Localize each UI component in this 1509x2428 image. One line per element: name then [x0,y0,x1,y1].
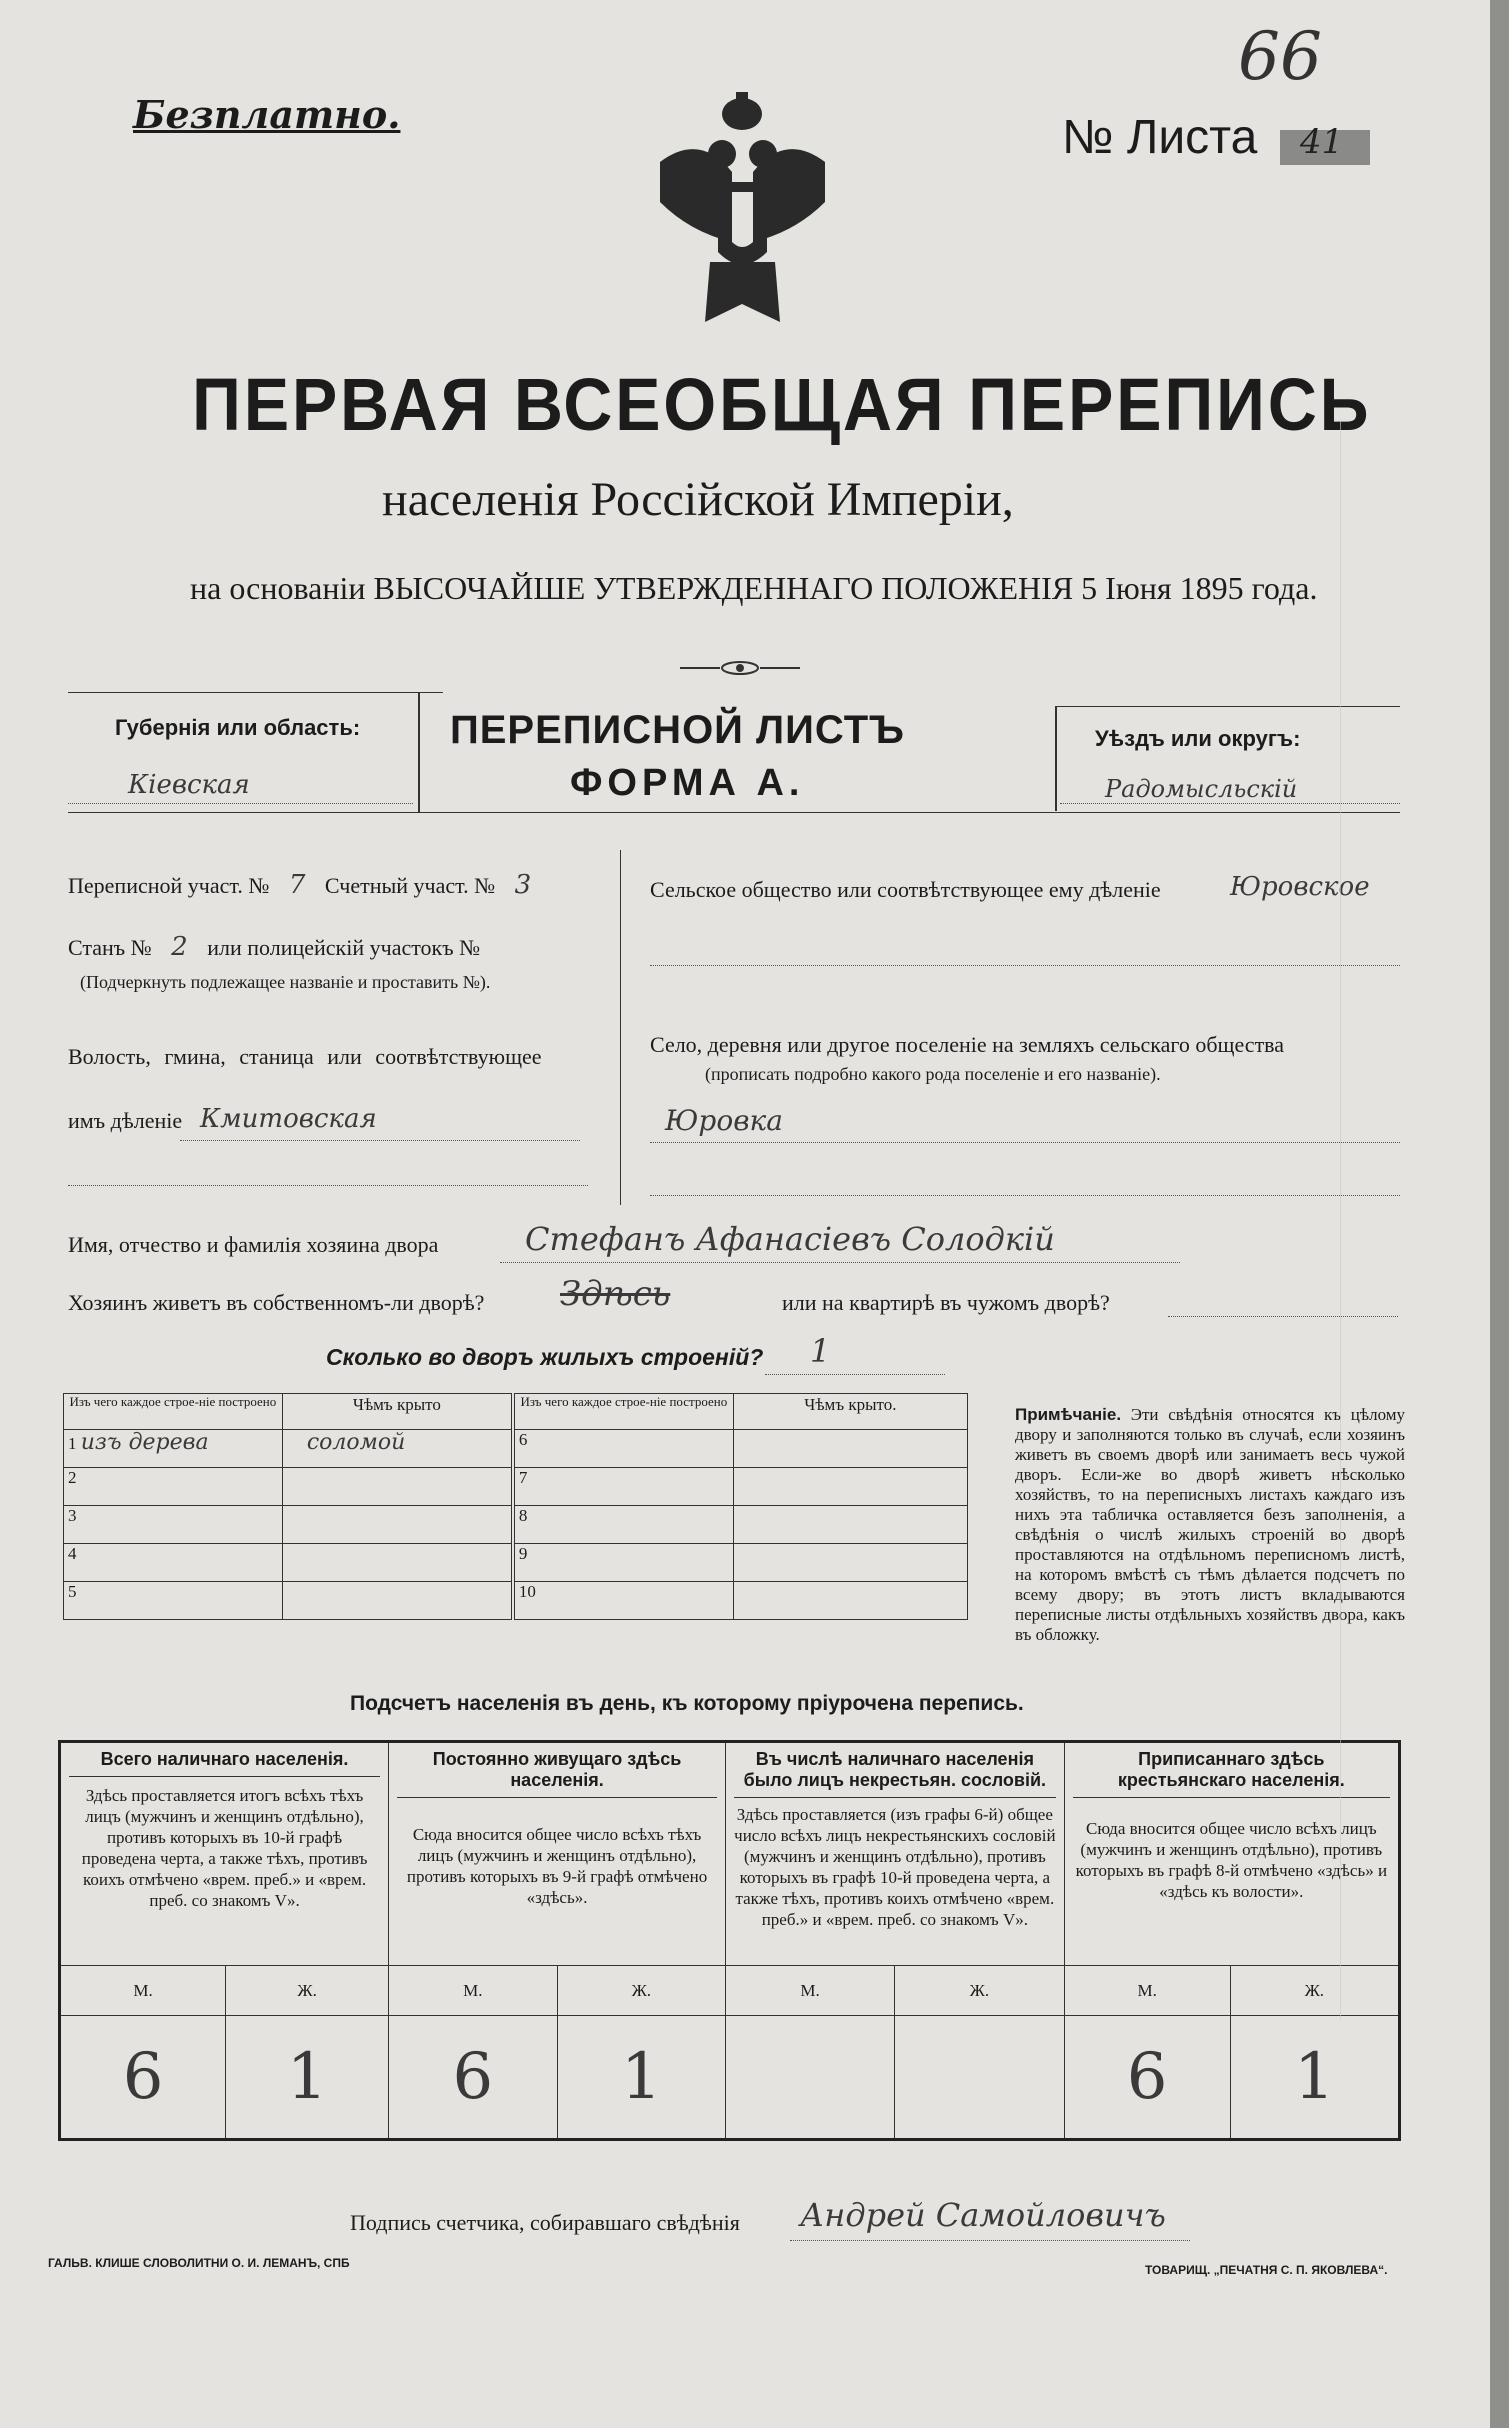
sheet-number-label: № Листа [1062,111,1258,164]
note-title: Примѣчаніе. [1015,1405,1122,1424]
village-label: Село, деревня или другое поселеніе на земляхъ сельскаго общества [650,1032,1285,1057]
form-band-top-left [68,692,443,693]
printer-right: ТОВАРИЩ. „ПЕЧАТНЯ С. П. ЯКОВЛЕВА“. [1145,2263,1388,2277]
printer-left: ГАЛЬВ. КЛИШЕ СЛОВОЛИТНИ О. И. ЛЕМАНЪ, СПБ [48,2256,350,2270]
total-f: 1 [226,2016,389,2140]
society-value: Юровское [1230,872,1370,902]
table-row: 5 10 [64,1582,968,1620]
lives-label: Хозяинъ живетъ въ собственномъ-ли дворѣ? [68,1290,485,1315]
village-value: Юровка [665,1104,783,1137]
buildings-table [63,1393,968,1620]
census-section [68,870,531,900]
volost-label-2: имъ дѣленіе [68,1108,183,1133]
count-section-label: Счетный участ. № [324,873,496,898]
permanent-f: 1 [557,2016,725,2140]
signature-line [790,2240,1190,2241]
society-line [650,965,1400,966]
society-label: Сельское общество или соотвѣтствующее ему дѣленіе [650,877,1161,902]
table-row: 2 7 [64,1468,968,1506]
margin-marks [1340,420,1401,2020]
col-material-right: Изъ чего каждое строе-ніе построено [513,1394,733,1430]
col-material-left: Изъ чего каждое строе-ніе построено [64,1394,283,1430]
apartment-label: или на квартирѣ въ чужомъ дворѣ? [782,1290,1110,1315]
province-label: Губернія или область: [115,715,361,740]
district-label: Уѣздъ или округъ: [1095,726,1301,751]
page-title: ПЕРВАЯ ВСЕОБЩАЯ ПЕРЕПИСЬ [192,363,1372,446]
district-value: Радомысльскій [1105,775,1298,803]
free-label: Безплатно. [133,92,401,137]
signature-label: Подпись счетчика, собиравшаго свѣдѣнія [350,2210,740,2235]
police-label: или полицейскій участокъ № [207,935,481,960]
stan-label: Станъ № [68,935,152,960]
census-section-label: Переписной участ. № [68,873,270,898]
non-peasant-m [726,2016,895,2140]
registered-m: 6 [1064,2016,1230,2140]
form-band-divider-right [1055,706,1057,811]
sex-header-row: М. Ж. М. Ж. М. Ж. М. Ж. [60,1966,1400,2016]
fields-divider [620,850,621,1205]
buildings-label: Сколько во дворъ жилыхъ строеній? [326,1344,764,1370]
ornament-divider [680,660,800,676]
signature-value: Андрей Самойловичъ [800,2196,1166,2234]
buildings-value: 1 [810,1332,831,1370]
province-line [68,803,413,804]
row1-material: изъ дерева [80,1430,209,1455]
page-subtitle: населенія Россійской Имперіи, [382,473,1014,526]
form-subtitle: ФОРМА А. [570,762,805,804]
owner-label: Имя, отчество и фамилія хозяина двора [68,1232,439,1257]
col-permanent: Постоянно живущаго здѣсь населенія. Сюда вносится общее число всѣхъ тѣхъ лицъ (мужчинъ и женщинъ отдѣльно), противъ которыхъ въ 9-й графѣ отмѣчено «здѣсь». [389,1742,726,1966]
scan-edge [1490,0,1509,2428]
volost-label-1: Волость, гмина, станица или соотвѣтствующее [68,1044,542,1069]
lives-value: Здѣсь [560,1274,671,1314]
census-section-value: 7 [288,870,306,900]
row1-roof: соломой [306,1430,406,1455]
form-band-bottom [68,812,1400,813]
permanent-m: 6 [389,2016,557,2140]
stan-line [68,932,480,962]
population-heading: Подсчетъ населенія въ день, къ которому пріурочена перепись. [350,1692,1024,1715]
col-roof-right: Чѣмъ крыто. [733,1394,967,1430]
basis-line: на основаніи ВЫСОЧАЙШЕ УТВЕРЖДЕННАГО ПОЛОЖЕНІЯ 5 Іюня 1895 года. [190,570,1318,606]
sheet-number-value: 41 [1300,122,1344,162]
coat-of-arms-icon [640,92,845,332]
count-section-value: 3 [514,870,532,900]
col-non-peasant: Въ числѣ наличнаго населенія было лицъ некрестьян. сословій. Здѣсь проставляется (изъ графы 6-й) общее число всѣхъ лицъ некрестьянскихъ сословій (мужчинъ и женщинъ отдѣльно), противъ которыхъ въ графѣ 10-й проведена черта, а также тѣхъ, противъ коихъ отмѣчено «врем. преб.» и «врем. преб. со знакомъ V». [726,1742,1065,1966]
population-table [58,1740,1401,2141]
village-line [650,1142,1400,1143]
col-registered: Приписаннаго здѣсь крестьянскаго населенія. Сюда вносится общее число всѣхъ лицъ (мужчинъ и женщинъ отдѣльно), противъ которыхъ въ графѣ 8-й отмѣчено «здѣсь» и «здѣсь къ волости». [1064,1742,1399,1966]
table-row: 3 8 [64,1506,968,1544]
col-roof-left: Чѣмъ крыто [282,1394,513,1430]
col-total: Всего наличнаго населенія. Здѣсь проставляется итогъ всѣхъ тѣхъ лицъ (мужчинъ и женщинъ отдѣльно), противъ которыхъ въ 10-й графѣ проведена черта, а также тѣхъ, противъ коихъ отмѣчено «врем. преб.» и «врем. преб. со знакомъ V». [60,1742,389,1966]
note-text: Эти свѣдѣнія относятся къ цѣлому двору и заполняются только въ случаѣ, если хозяинъ живетъ въ своемъ дворѣ или занимаетъ весь чужой дворъ. Если-же во дворѣ живетъ нѣсколько хозяйствъ, то на переписныхъ листахъ каждаго изъ нихъ эта табличка оставляется безъ заполненія, а свѣдѣнія о числѣ жилыхъ строеній во дворѣ проставляются на отдѣльномъ переписномъ листѣ, на которомъ вмѣстѣ съ тѣмъ дѣлается подсчетъ по всему двору; въ этотъ листъ вкладываются переписные листы отдѣльныхъ хозяйствъ двора, какъ въ обложку. [1015,1405,1406,1644]
table-row: 1 изъ дерева соломой 6 [64,1430,968,1468]
volost-value: Кмитовская [200,1104,377,1134]
province-value: Кіевская [128,770,250,800]
archive-number: 66 [1238,18,1322,95]
owner-value: Стефанъ Афанасіевъ Солодкій [525,1220,1055,1258]
non-peasant-f [895,2016,1065,2140]
counts-row [60,2016,1400,2140]
volost-line-2 [68,1185,588,1186]
registered-f: 1 [1230,2016,1399,2140]
village-hint: (прописать подробно какого рода поселеніе и его названіе). [705,1064,1161,1084]
table-row: 4 9 [64,1544,968,1582]
buildings-line [765,1374,945,1375]
volost-line [180,1140,580,1141]
total-m: 6 [60,2016,226,2140]
underline-hint: (Подчеркнуть подлежащее названіе и проставить №). [80,972,491,992]
village-line-2 [650,1195,1400,1196]
stan-value: 2 [171,932,188,962]
owner-line [500,1262,1180,1263]
form-title: ПЕРЕПИСНОЙ ЛИСТЪ [450,708,905,752]
form-band-divider-left [418,692,420,812]
